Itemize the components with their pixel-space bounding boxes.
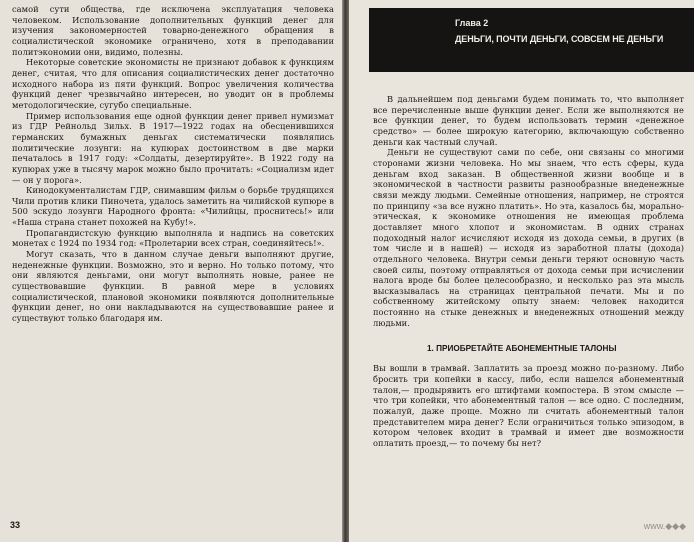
book-gutter xyxy=(342,0,349,542)
watermark-stamp: www.◆◆◆ xyxy=(643,521,686,531)
left-paragraph-1: самой сути общества, где исключена эксплуатация человека человеком. Использование дополнительных функций денег для изучения закономерностей товарно-денежного обращения в социалистической экономике ограничено, хотя в преподавании политэкономии они, видимо, полезны. xyxy=(12,4,334,57)
chapter-header xyxy=(369,8,694,72)
right-paragraph-1: В дальнейшем под деньгами будем понимать то, что выполняет все перечисленные выше функции денег. Если же выполняются не все функции денег, то будем использовать термин «денежное средство» — более широкую категорию, включающую собственно деньги как частный случай. xyxy=(373,94,684,147)
left-paragraph-6: Могут сказать, что в данном случае деньги выполняют другие, неденежные функции. Возможно, это и верно. Но только потому, что они являются деньгами, они могут выполнять новые, ранее не существовавшие функции. В равной мере в условиях социалистической, плановой экономики появляются дополнительные функции денег, но они накладываются на существовавшие ранее и существуют только благодаря им. xyxy=(12,249,334,324)
right-page xyxy=(349,0,694,542)
left-paragraph-5: Пропагандистскую функцию выполняла и надпись на советских монетах с 1924 по 1934 год: «Пролетарии всех стран, соединяйтесь!». xyxy=(12,227,334,249)
right-page-body xyxy=(373,94,684,449)
left-paragraph-3: Пример использования еще одной функции денег привел нумизмат из ГДР Рейнольд Зильх. В 1917—1922 годах на обесценившихся германских бумажных деньгах систематически появлялись политические лозунги: на купюрах достоинством в две марки печаталось в 1917 году: «Солдаты, дезертируйте». В 1922 году на купюрах уже в тысячу марок можно было прочитать: «Социализм идет — он у порога». xyxy=(12,110,334,185)
page-number: 33 xyxy=(10,520,21,530)
left-page-body xyxy=(12,4,334,324)
section-heading: 1. ПРИОБРЕТАЙТЕ АБОНЕМЕНТНЫЕ ТАЛОНЫ xyxy=(427,344,617,354)
right-paragraph-2: Деньги не существуют сами по себе, они связаны со многими сторонами жизни человека. Но мы знаем, что есть сферы, куда деньгам вход заказан. В общественной жизни вообще и в экономической в частности развиты разнообразные внеденежные связи между людьми. Семейные отношения, например, не строятся по принципу «за все нужно платить». Но эта, казалось бы, морально-этическая, к экономике отношения не имеющая проблема доставляет много хлопот и экономистам. В одних странах подоходный налог исчисляют исходя из дохода семьи, в других (в том числе и в нашей) — исходя из заработной платы (дохода) отдельного человека. Внутри семьи деньги теряют основную часть своей силы, поэтому отправляться от дохода семьи при исчислении налога вроде бы более целесообразно, и несколько раз эта мысль высказывалась на страницах центральной печати. Мы и по собственному житейскому опыту знаем: человек находится постоянно на стыке денежных и внеденежных отношений между людьми. xyxy=(373,147,684,328)
left-paragraph-2: Некоторые советские экономисты не признают добавок к функциям денег, считая, что для описания социалистических денег достаточно исходного набора из пяти функций. Вопрос увеличения количества функций денег чрезвычайно интересен, но уводит он в проблемы методологические, сугубо специальные. xyxy=(12,57,334,110)
section-paragraph-1: Вы вошли в трамвай. Заплатить за проезд можно по-разному. Либо бросить три копейки в кассу, либо, если нашелся абонементный талон,— продырявить его штифтами компостера. В этом смысле — что три копейки, что абонементный талон — все одно. С последним, пожалуй, даже проще. Можно ли считать абонементный талон представителем мира денег? Если ограничиться только эпизодом, в котором человек входит в трамвай и имеет две возможности оплатить проезд,— то почему бы нет? xyxy=(373,363,684,449)
left-paragraph-4: Кинодокументалистам ГДР, снимавшим фильм о борьбе трудящихся Чили против клики Пиночета, удалось заметить на чилийской купюре в 500 эскудо лозунги Народного фронта: «Чилийцы, проснитесь!» или «Наша страна станет похожей на Кубу!». xyxy=(12,185,334,228)
left-page xyxy=(0,0,342,542)
chapter-label: Глава 2 xyxy=(455,18,489,28)
chapter-title: ДЕНЬГИ, ПОЧТИ ДЕНЬГИ, СОВСЕМ НЕ ДЕНЬГИ xyxy=(455,34,664,44)
